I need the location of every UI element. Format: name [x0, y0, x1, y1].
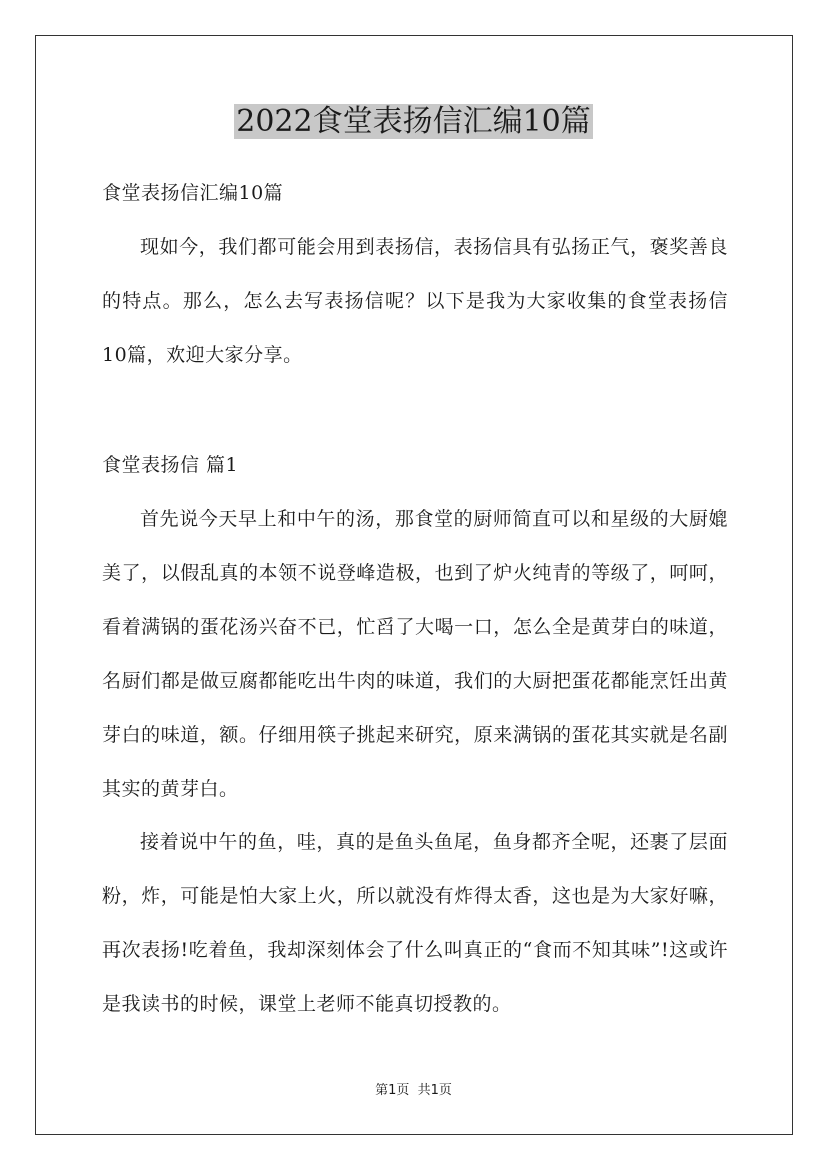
document-title-text: 2022食堂表扬信汇编10篇 — [236, 104, 591, 139]
intro-paragraph: 现如今，我们都可能会用到表扬信，表扬信具有弘扬正气，褒奖善良的特点。那么，怎么去写表扬信呢？以下是我为大家收集的食堂表扬信10篇，欢迎大家分享。 — [102, 236, 728, 366]
document-subtitle: 食堂表扬信汇编10篇 — [102, 182, 284, 204]
body-paragraph-1: 首先说今天早上和中午的汤，那食堂的厨师简直可以和星级的大厨媲美了，以假乱真的本领不说登峰造极，也到了炉火纯青的等级了，呵呵，看着满锅的蛋花汤兴奋不已，忙舀了大喝一口，怎么全是黄芽白的味道，名厨们都是做豆腐都能吃出牛肉的味道，我们的大厨把蛋花都能烹饪出黄芽白的味道，额。仔细用筷子挑起来研究，原来满锅的蛋花其实就是名副其实的黄芽白。 — [102, 508, 728, 800]
page-footer: 第1页 共1页 — [375, 1083, 452, 1098]
document-body — [102, 0, 728, 1170]
body-paragraph-2: 接着说中午的鱼，哇，真的是鱼头鱼尾，鱼身都齐全呢，还裹了层面粉，炸，可能是怕大家上火，所以就没有炸得太香，这也是为大家好嘛，再次表扬!吃着鱼，我却深刻体会了什么叫真正的“食而不知其味”!这或许是我读书的时候，课堂上老师不能真切授教的。 — [102, 831, 728, 1015]
section-heading: 食堂表扬信 篇1 — [102, 454, 239, 476]
